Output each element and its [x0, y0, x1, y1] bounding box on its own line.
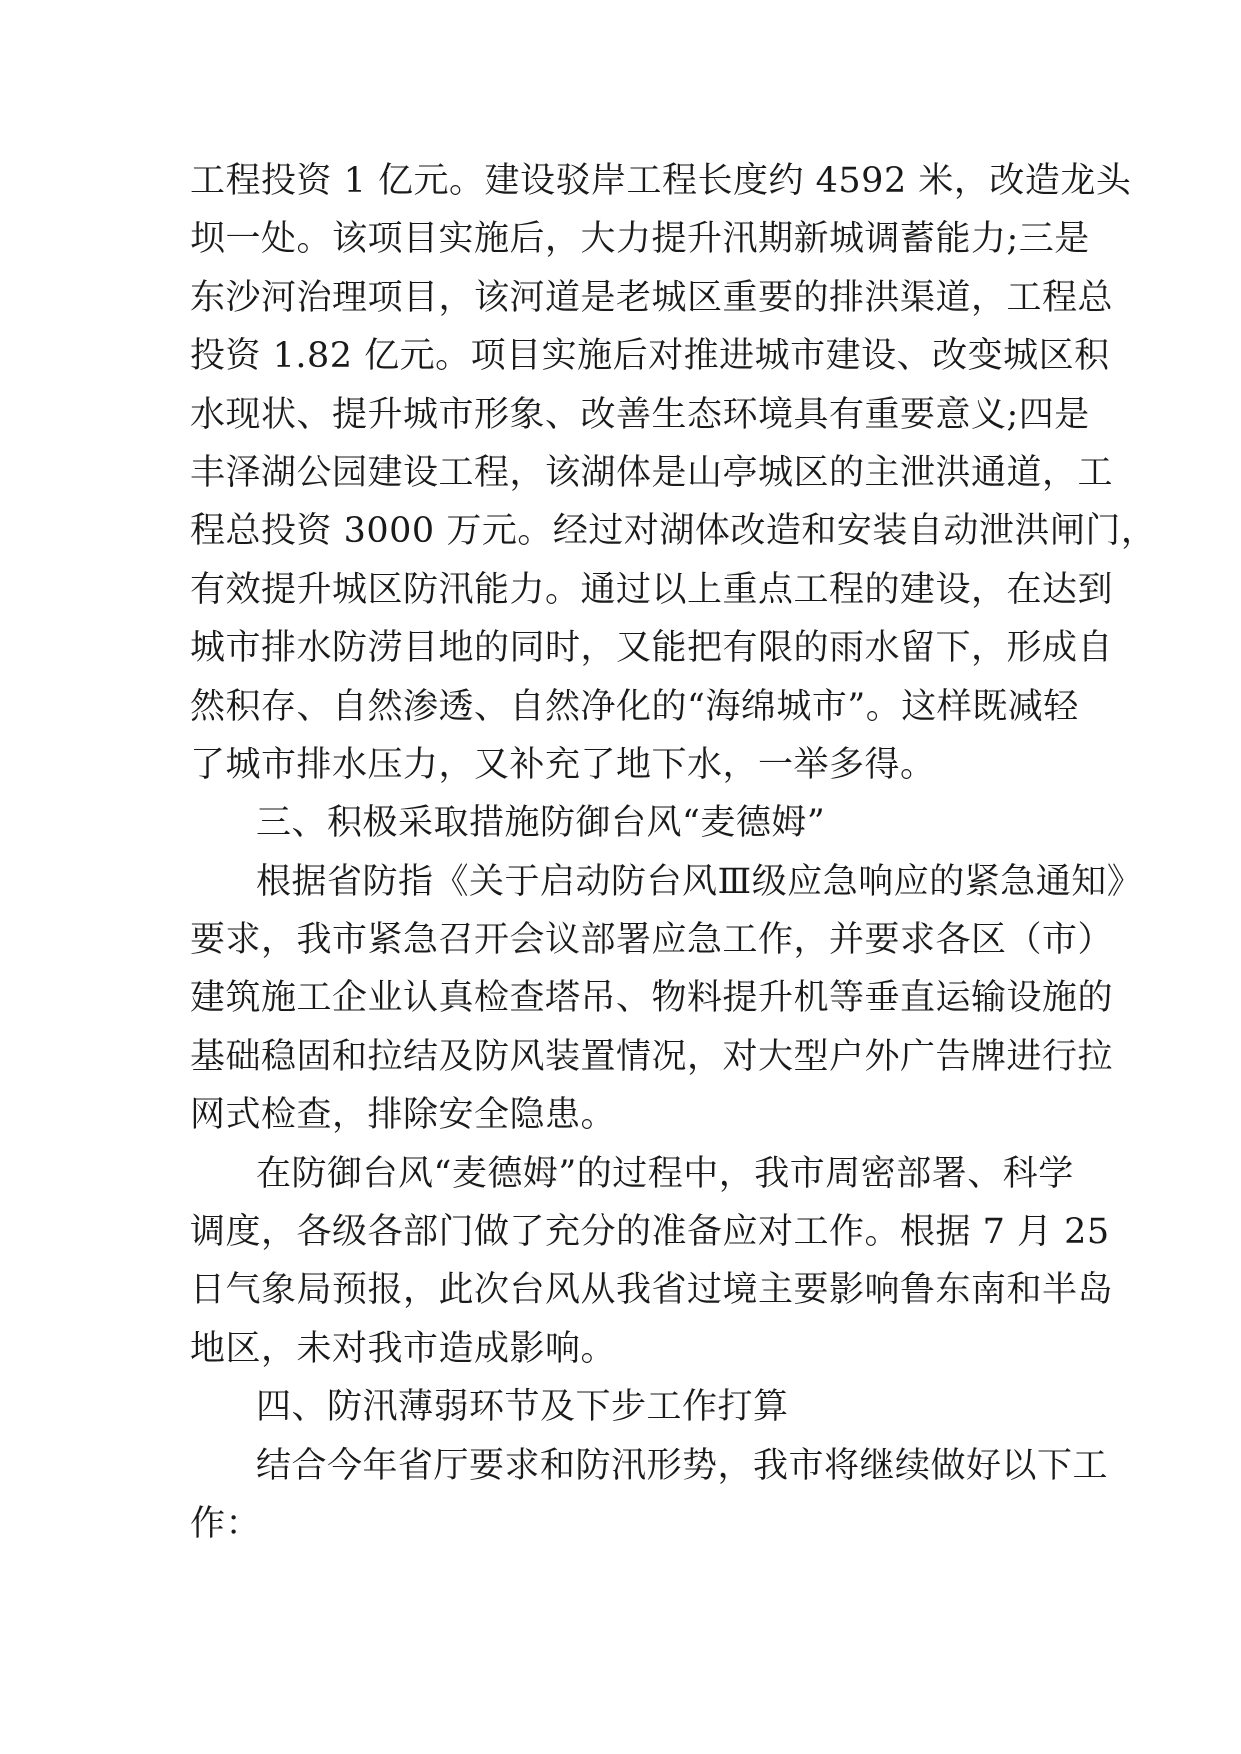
- paragraph-line: 网式检查，排除安全隐患。: [190, 1095, 617, 1136]
- paragraph-line: 投资 1.82 亿元。项目实施后对推进城市建设、改变城区积: [190, 336, 1110, 377]
- paragraph-line: 在防御台风“麦德姆”的过程中，我市周密部署、科学: [256, 1153, 1074, 1194]
- paragraph-line: 水现状、提升城市形象、改善生态环境具有重要意义;四是: [190, 394, 1090, 435]
- paragraph-line: 日气象局预报，此次台风从我省过境主要影响鲁东南和半岛: [190, 1270, 1114, 1311]
- paragraph-line: 有效提升城区防汛能力。通过以上重点工程的建设，在达到: [190, 569, 1114, 610]
- paragraph-line: 然积存、自然渗透、自然净化的“海绵城市”。这样既减轻: [190, 686, 1079, 727]
- document-body: [190, 152, 1157, 1553]
- paragraph-line: 程总投资 3000 万元。经过对湖体改造和安装自动泄洪闸门，: [190, 511, 1157, 552]
- paragraph-line: 工程投资 1 亿元。建设驳岸工程长度约 4592 米，改造龙头: [190, 161, 1132, 201]
- paragraph-line: 根据省防指《关于启动防台风Ⅲ级应急响应的紧急通知》: [256, 861, 1143, 902]
- paragraph-line: 作：: [190, 1503, 262, 1544]
- paragraph-line: 了城市排水压力，又补充了地下水，一举多得。: [190, 744, 936, 785]
- paragraph-line: 东沙河治理项目，该河道是老城区重要的排洪渠道，工程总: [190, 277, 1114, 318]
- paragraph-line: 城市排水防涝目地的同时，又能把有限的雨水留下，形成自: [190, 628, 1114, 669]
- paragraph-line: 要求，我市紧急召开会议部署应急工作，并要求各区（市）: [190, 920, 1114, 961]
- paragraph-line: 坝一处。该项目实施后，大力提升汛期新城调蓄能力;三是: [190, 219, 1090, 260]
- paragraph-line: 基础稳固和拉结及防风装置情况，对大型户外广告牌进行拉: [190, 1036, 1114, 1077]
- paragraph-line: 调度，各级各部门做了充分的准备应对工作。根据 7 月 25: [190, 1212, 1110, 1253]
- paragraph-line: 建筑施工企业认真检查塔吊、物料提升机等垂直运输设施的: [190, 978, 1114, 1019]
- paragraph-line: 丰泽湖公园建设工程，该湖体是山亭城区的主泄洪通道，工: [190, 452, 1114, 493]
- paragraph-line: 结合今年省厅要求和防汛形势，我市将继续做好以下工: [256, 1445, 1109, 1486]
- paragraph-line: 地区，未对我市造成影响。: [190, 1328, 617, 1369]
- section-heading-4: 四、防汛薄弱环节及下步工作打算: [256, 1387, 789, 1428]
- section-heading-3: 三、积极采取措施防御台风“麦德姆”: [256, 803, 826, 844]
